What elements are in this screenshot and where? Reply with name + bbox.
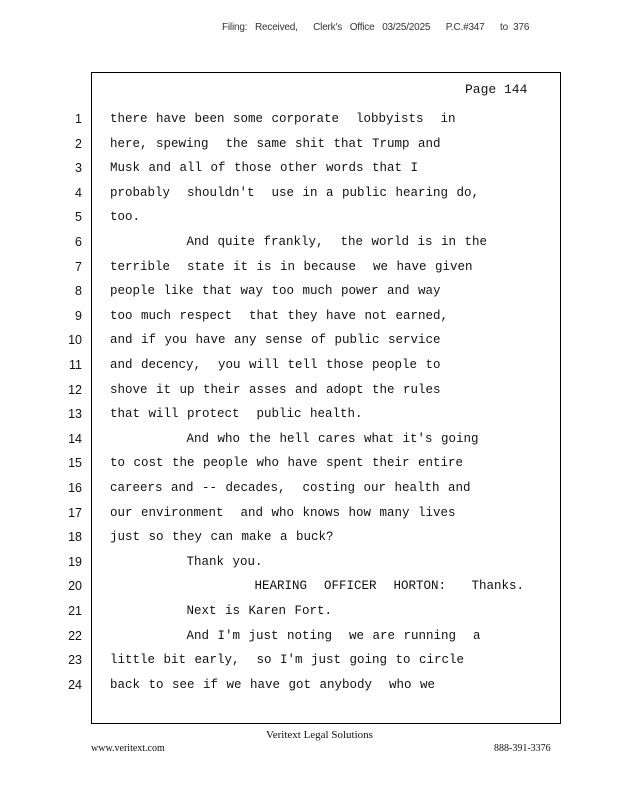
line-text: back to see if we have got anybody who we — [110, 677, 436, 692]
line-number: 15 — [68, 456, 82, 471]
line-text: too much respect that they have not earned, — [110, 308, 449, 323]
footer-website: www.veritext.com — [91, 743, 165, 754]
transcript-line — [0, 407, 618, 432]
line-text: just so they can make a buck? — [110, 530, 334, 545]
line-text: and if you have any sense of public service — [110, 333, 441, 348]
transcript-line — [0, 506, 618, 531]
line-number: 19 — [68, 554, 82, 569]
transcript-line — [0, 555, 618, 580]
transcript-line — [0, 210, 618, 235]
page-number: Page 144 — [465, 82, 528, 97]
transcript-line — [0, 284, 618, 309]
line-number: 6 — [75, 235, 82, 249]
transcript-line — [0, 137, 618, 162]
line-number: 12 — [68, 382, 82, 397]
line-text: Musk and all of those other words that I — [110, 161, 419, 176]
transcript-line — [0, 456, 618, 481]
transcript-line — [0, 629, 618, 654]
line-text: And quite frankly, the world is in the — [110, 235, 488, 249]
line-number: 1 — [75, 112, 82, 126]
line-number: 16 — [68, 481, 82, 495]
line-number: 13 — [68, 407, 82, 422]
transcript-line — [0, 604, 618, 629]
line-text: there have been some corporate lobbyists in — [110, 112, 456, 126]
line-text: careers and -- decades, costing our health and — [110, 481, 471, 495]
line-number: 7 — [75, 259, 82, 274]
line-number: 3 — [75, 161, 82, 176]
line-text: shove it up their asses and adopt the rules — [110, 382, 441, 397]
line-text: Thank you. — [110, 554, 263, 569]
line-number: 11 — [69, 358, 82, 372]
transcript-line — [0, 309, 618, 334]
transcript-line — [0, 161, 618, 186]
transcript-line — [0, 235, 618, 260]
line-text: And who the hell cares what it's going — [110, 431, 479, 446]
line-text: and decency, you will tell those people to — [110, 358, 441, 372]
line-text: terrible state it is in because we have given — [110, 259, 473, 274]
line-number: 22 — [68, 628, 82, 643]
line-number: 5 — [75, 210, 82, 225]
line-text: our environment and who knows how many lives — [110, 505, 456, 520]
line-text: HEARING OFFICER HORTON: Thanks. — [110, 579, 525, 594]
footer-brand: Veritext Legal Solutions — [266, 729, 373, 741]
transcript-line — [0, 383, 618, 408]
transcript-line — [0, 186, 618, 211]
transcript-line — [0, 653, 618, 678]
line-number: 18 — [68, 530, 82, 545]
line-number: 24 — [68, 677, 82, 692]
line-number: 4 — [75, 185, 82, 200]
transcript-line — [0, 112, 618, 137]
line-text: here, spewing the same shit that Trump and — [110, 136, 441, 151]
line-number: 20 — [68, 579, 82, 594]
filing-header: Filing: Received, Clerk's Office 03/25/2025 P.C.#347 to 376 — [222, 22, 530, 33]
transcript-line — [0, 579, 618, 604]
line-text: And I'm just noting we are running a — [110, 628, 481, 643]
line-text: probably shouldn't use in a public hearing do, — [110, 185, 480, 200]
footer-phone: 888-391-3376 — [494, 743, 551, 754]
line-text: Next is Karen Fort. — [110, 604, 333, 618]
line-number: 9 — [75, 308, 82, 323]
line-text: people like that way too much power and way — [110, 284, 441, 299]
transcript-line — [0, 530, 618, 555]
transcript-line — [0, 678, 618, 703]
line-text: that will protect public health. — [110, 407, 363, 422]
transcript-line — [0, 260, 618, 285]
transcript-line — [0, 358, 618, 383]
line-number: 10 — [68, 333, 82, 348]
line-number: 14 — [68, 431, 82, 446]
line-number: 17 — [68, 505, 82, 520]
line-number: 21 — [68, 604, 82, 618]
line-text: to cost the people who have spent their entire — [110, 456, 464, 471]
transcript-line — [0, 481, 618, 506]
line-number: 23 — [68, 653, 82, 668]
line-number: 2 — [75, 136, 82, 151]
line-number: 8 — [75, 284, 82, 299]
line-text: little bit early, so I'm just going to circle — [110, 653, 465, 668]
line-text: too. — [110, 210, 141, 225]
transcript-line — [0, 333, 618, 358]
transcript-line — [0, 432, 618, 457]
